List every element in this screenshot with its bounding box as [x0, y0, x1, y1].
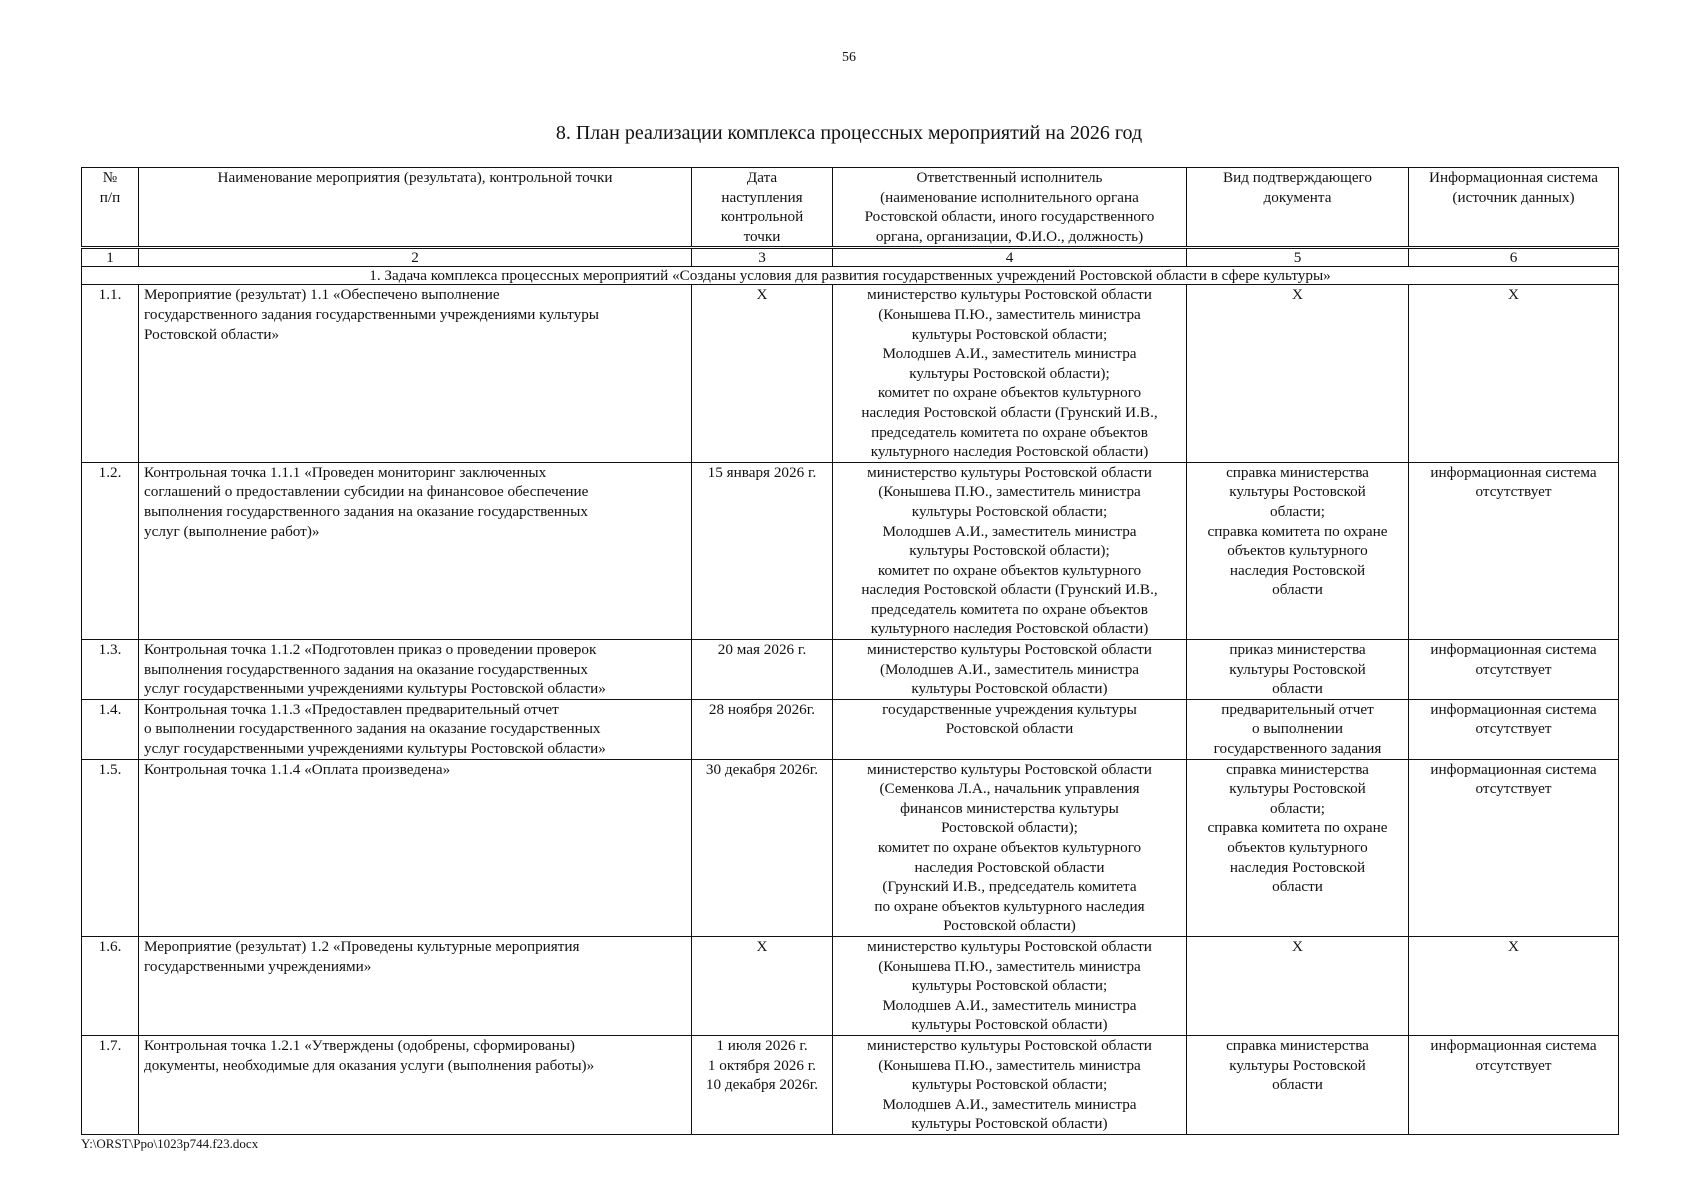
cell-line: Контрольная точка 1.1.3 «Предоставлен предварительный отчет	[144, 700, 559, 718]
cell-line: области	[1272, 581, 1323, 599]
cell-line: (Грунский И.В., председатель комитета	[882, 878, 1137, 896]
row-number: 1.2.	[82, 462, 139, 639]
cell-line: информационная система	[1430, 700, 1597, 718]
info-system-cell	[1409, 462, 1619, 639]
cell-line: услуг государственными учреждениями культуры Ростовской области»	[144, 740, 606, 758]
cell-line: государственными учреждениями»	[144, 957, 372, 975]
table-row	[82, 699, 1619, 759]
cell-line: председатель комитета по охране объектов	[871, 600, 1148, 618]
cell-line: услуг (выполнение работ)»	[144, 522, 320, 540]
cell-line: Ростовской области);	[941, 819, 1078, 837]
cell-line: информационная система	[1430, 463, 1597, 481]
cell-line: услуг государственными учреждениями культуры Ростовской области»	[144, 680, 606, 698]
row-number: 1.1.	[82, 285, 139, 462]
cell-line: контрольной	[720, 208, 804, 226]
table-header	[82, 168, 1619, 248]
cell-line: области	[1272, 878, 1323, 896]
cell-line: Контрольная точка 1.1.2 «Подготовлен приказ о проведении проверок	[144, 641, 597, 659]
activity-name-cell	[139, 699, 692, 759]
cell-line: X	[1508, 937, 1519, 955]
cell-line: информационная система	[1430, 641, 1597, 659]
cell-line: Информационная система	[1428, 169, 1598, 186]
cell-line: министерство культуры Ростовской области	[867, 463, 1152, 481]
cell-line: соглашений о предоставлении субсидии на финансовое обеспечение	[144, 483, 589, 501]
cell-line: Контрольная точка 1.2.1 «Утверждены (одобрены, сформированы)	[144, 1036, 575, 1054]
document-type-cell	[1187, 462, 1409, 639]
header-cell-document	[1187, 168, 1409, 248]
cell-line: органа, организации, Ф.И.О., должность)	[875, 227, 1144, 245]
cell-line: культурного наследия Ростовской области)	[870, 620, 1149, 638]
cell-line: наследия Ростовской области (Грунский И.В.,	[861, 581, 1158, 599]
cell-line: министерство культуры Ростовской области	[867, 1036, 1152, 1054]
cell-line: Молодшев А.И., заместитель министра	[882, 1095, 1137, 1113]
cell-line: 10 декабря 2026г.	[705, 1076, 819, 1094]
info-system-cell	[1409, 1035, 1619, 1134]
cell-line: культуры Ростовской области;	[911, 977, 1108, 995]
cell-line: наследия Ростовской	[1229, 858, 1366, 876]
cell-line: культуры Ростовской области;	[911, 1076, 1108, 1094]
header-row	[82, 168, 1619, 248]
cell-line: (Конышева П.Ю., заместитель министра	[878, 483, 1141, 501]
cell-line: Ростовской области)	[943, 917, 1076, 935]
cell-line: X	[1292, 286, 1303, 304]
cell-line: X	[756, 937, 768, 955]
document-type-cell	[1187, 699, 1409, 759]
cell-line: культуры Ростовской области;	[911, 325, 1108, 343]
cell-line: культуры Ростовской области)	[911, 1115, 1108, 1133]
cell-line: наследия Ростовской	[1229, 561, 1366, 579]
row-number: 1.5.	[82, 759, 139, 936]
cell-line: X	[1508, 286, 1519, 304]
cell-line: приказ министерства	[1229, 641, 1366, 659]
cell-line: 1 июля 2026 г.	[716, 1036, 808, 1054]
cell-line: п/п	[99, 188, 121, 206]
cell-line: отсутствует	[1475, 780, 1552, 798]
document-type-cell	[1187, 1035, 1409, 1134]
cell-line: Ростовской области	[945, 720, 1074, 738]
table-row	[82, 759, 1619, 936]
cell-line: Мероприятие (результат) 1.2 «Проведены культурные мероприятия	[144, 937, 580, 955]
cell-line: 20 мая 2026 г.	[717, 641, 807, 659]
date-cell	[692, 640, 833, 700]
cell-line: культуры Ростовской области);	[909, 542, 1110, 560]
column-number: 4	[833, 248, 1187, 267]
responsible-cell	[833, 936, 1187, 1035]
cell-line: X	[1292, 937, 1303, 955]
cell-line: (источник данных)	[1452, 188, 1575, 206]
header-cell-responsible	[833, 168, 1187, 248]
header-cell-name	[139, 168, 692, 248]
cell-line: 15 января 2026 г.	[707, 463, 817, 481]
cell-line: (Конышева П.Ю., заместитель министра	[878, 957, 1141, 975]
cell-line: объектов культурного	[1227, 542, 1368, 560]
cell-line: выполнения государственного задания на оказание государственных	[144, 502, 588, 520]
cell-line: культуры Ростовской области)	[911, 1016, 1108, 1034]
cell-line: наследия Ростовской области (Грунский И.В.,	[861, 403, 1158, 421]
cell-line: (Семенкова Л.А., начальник управления	[879, 780, 1140, 798]
cell-line: наследия Ростовской области	[914, 858, 1105, 876]
cell-line: информационная система	[1430, 760, 1597, 778]
cell-line: документа	[1263, 188, 1332, 206]
row-number: 1.3.	[82, 640, 139, 700]
row-number: 1.7.	[82, 1035, 139, 1134]
cell-line: культурного наследия Ростовской области)	[870, 443, 1149, 461]
cell-line: области	[1272, 1076, 1323, 1094]
cell-line: X	[756, 286, 768, 304]
cell-line: Молодшев А.И., заместитель министра	[882, 996, 1137, 1014]
cell-line: точки	[743, 227, 781, 245]
section-row	[82, 267, 1619, 285]
cell-line: председатель комитета по охране объектов	[871, 423, 1148, 441]
cell-line: (наименование исполнительного органа	[880, 188, 1139, 206]
date-cell	[692, 285, 833, 462]
cell-line: отсутствует	[1475, 483, 1552, 501]
date-cell	[692, 462, 833, 639]
cell-line: о выполнении	[1251, 720, 1344, 738]
activity-name-cell	[139, 640, 692, 700]
cell-line: министерство культуры Ростовской области	[867, 286, 1152, 304]
cell-line: предварительный отчет	[1221, 700, 1374, 718]
date-cell	[692, 936, 833, 1035]
responsible-cell	[833, 759, 1187, 936]
date-cell	[692, 759, 833, 936]
cell-line: №	[102, 169, 118, 186]
cell-line: Вид подтверждающего	[1222, 169, 1373, 186]
responsible-cell	[833, 699, 1187, 759]
activity-name-cell	[139, 936, 692, 1035]
activity-name-cell	[139, 759, 692, 936]
cell-line: государственного задания	[1213, 740, 1382, 758]
document-title: 8. План реализации комплекса процессных мероприятий на 2026 год	[555, 122, 1143, 144]
cell-line: отсутствует	[1475, 720, 1552, 738]
header-cell-date	[692, 168, 833, 248]
cell-line: отсутствует	[1475, 660, 1552, 678]
cell-line: 30 декабря 2026г.	[705, 760, 819, 778]
cell-line: области;	[1270, 799, 1325, 817]
cell-line: комитет по охране объектов культурного	[877, 561, 1142, 579]
info-system-cell	[1409, 699, 1619, 759]
cell-line: справка комитета по охране	[1207, 819, 1388, 837]
table-body	[82, 248, 1619, 1135]
cell-line: Молодшев А.И., заместитель министра	[882, 345, 1137, 363]
cell-line: Контрольная точка 1.1.4 «Оплата произведена»	[144, 760, 451, 778]
row-number: 1.6.	[82, 936, 139, 1035]
cell-line: Мероприятие (результат) 1.1 «Обеспечено выполнение	[144, 286, 500, 304]
header-cell-number	[82, 168, 139, 248]
cell-line: справка министерства	[1226, 760, 1369, 778]
cell-line: справка министерства	[1226, 463, 1369, 481]
section-title: 1. Задача комплекса процессных мероприятий «Созданы условия для развития государственных учреждений Ростовской области в сфере культуры»	[82, 267, 1619, 285]
column-number: 1	[82, 248, 139, 267]
cell-line: 1 октября 2026 г.	[707, 1056, 817, 1074]
cell-line: Ответственный исполнитель	[916, 169, 1103, 186]
cell-line: справка министерства	[1226, 1036, 1369, 1054]
cell-line: министерство культуры Ростовской области	[867, 937, 1152, 955]
cell-line: отсутствует	[1475, 1056, 1552, 1074]
info-system-cell	[1409, 759, 1619, 936]
cell-line: выполнения государственного задания на оказание государственных	[144, 660, 588, 678]
cell-line: по охране объектов культурного наследия	[874, 897, 1145, 915]
cell-line: 28 ноября 2026г.	[708, 700, 816, 718]
cell-line: документы, необходимые для оказания услуги (выполнения работы)»	[144, 1056, 595, 1074]
cell-line: области;	[1270, 502, 1325, 520]
document-type-cell	[1187, 640, 1409, 700]
column-number: 3	[692, 248, 833, 267]
date-cell	[692, 699, 833, 759]
row-number: 1.4.	[82, 699, 139, 759]
cell-line: государственного задания государственными учреждениями культуры	[144, 305, 600, 323]
column-number: 2	[139, 248, 692, 267]
cell-line: культуры Ростовской	[1229, 660, 1366, 678]
responsible-cell	[833, 285, 1187, 462]
activity-name-cell	[139, 1035, 692, 1134]
column-numbers-row	[82, 248, 1619, 267]
header-cell-system	[1409, 168, 1619, 248]
table-row	[82, 640, 1619, 700]
cell-line: Ростовской области, иного государственного	[864, 208, 1155, 226]
cell-line: культуры Ростовской области)	[911, 680, 1108, 698]
column-number: 5	[1187, 248, 1409, 267]
cell-line: (Конышева П.Ю., заместитель министра	[878, 1056, 1141, 1074]
document-type-cell	[1187, 285, 1409, 462]
cell-line: министерство культуры Ростовской области	[867, 760, 1152, 778]
column-number: 6	[1409, 248, 1619, 267]
plan-table	[81, 167, 1619, 1135]
cell-line: комитет по охране объектов культурного	[877, 384, 1142, 402]
responsible-cell	[833, 1035, 1187, 1134]
cell-line: Наименование мероприятия (результата), контрольной точки	[217, 169, 613, 186]
table-row	[82, 285, 1619, 462]
activity-name-cell	[139, 285, 692, 462]
cell-line: (Конышева П.Ю., заместитель министра	[878, 305, 1141, 323]
cell-line: культуры Ростовской	[1229, 483, 1366, 501]
cell-line: информационная система	[1430, 1036, 1597, 1054]
cell-line: комитет по охране объектов культурного	[877, 839, 1142, 856]
table-row	[82, 1035, 1619, 1134]
cell-line: культуры Ростовской	[1229, 1056, 1366, 1074]
cell-line: Контрольная точка 1.1.1 «Проведен мониторинг заключенных	[144, 463, 547, 481]
cell-line: государственные учреждения культуры	[882, 700, 1137, 718]
responsible-cell	[833, 462, 1187, 639]
document-type-cell	[1187, 936, 1409, 1035]
cell-line: о выполнении государственного задания на оказание государственных	[144, 720, 601, 738]
cell-line: культуры Ростовской области;	[911, 502, 1108, 520]
table-row	[82, 936, 1619, 1035]
cell-line: культуры Ростовской области);	[909, 364, 1110, 382]
info-system-cell	[1409, 936, 1619, 1035]
cell-line: (Молодшев А.И., заместитель министра	[879, 660, 1140, 678]
cell-line: министерство культуры Ростовской области	[867, 641, 1152, 659]
page-number: 56	[842, 50, 856, 65]
cell-line: области	[1272, 680, 1323, 698]
cell-line: справка комитета по охране	[1207, 522, 1388, 540]
cell-line: Молодшев А.И., заместитель министра	[882, 522, 1137, 540]
date-cell	[692, 1035, 833, 1134]
activity-name-cell	[139, 462, 692, 639]
table-row	[82, 462, 1619, 639]
cell-line: финансов министерства культуры	[900, 799, 1119, 817]
cell-line: наступления	[721, 188, 803, 206]
cell-line: Дата	[746, 169, 778, 186]
cell-line: Ростовской области»	[144, 325, 280, 343]
cell-line: культуры Ростовской	[1229, 780, 1366, 798]
footer-file-path: Y:\ORST\Ppo\1023p744.f23.docx	[81, 1136, 259, 1151]
info-system-cell	[1409, 640, 1619, 700]
cell-line: объектов культурного	[1227, 839, 1368, 856]
info-system-cell	[1409, 285, 1619, 462]
responsible-cell	[833, 640, 1187, 700]
document-type-cell	[1187, 759, 1409, 936]
